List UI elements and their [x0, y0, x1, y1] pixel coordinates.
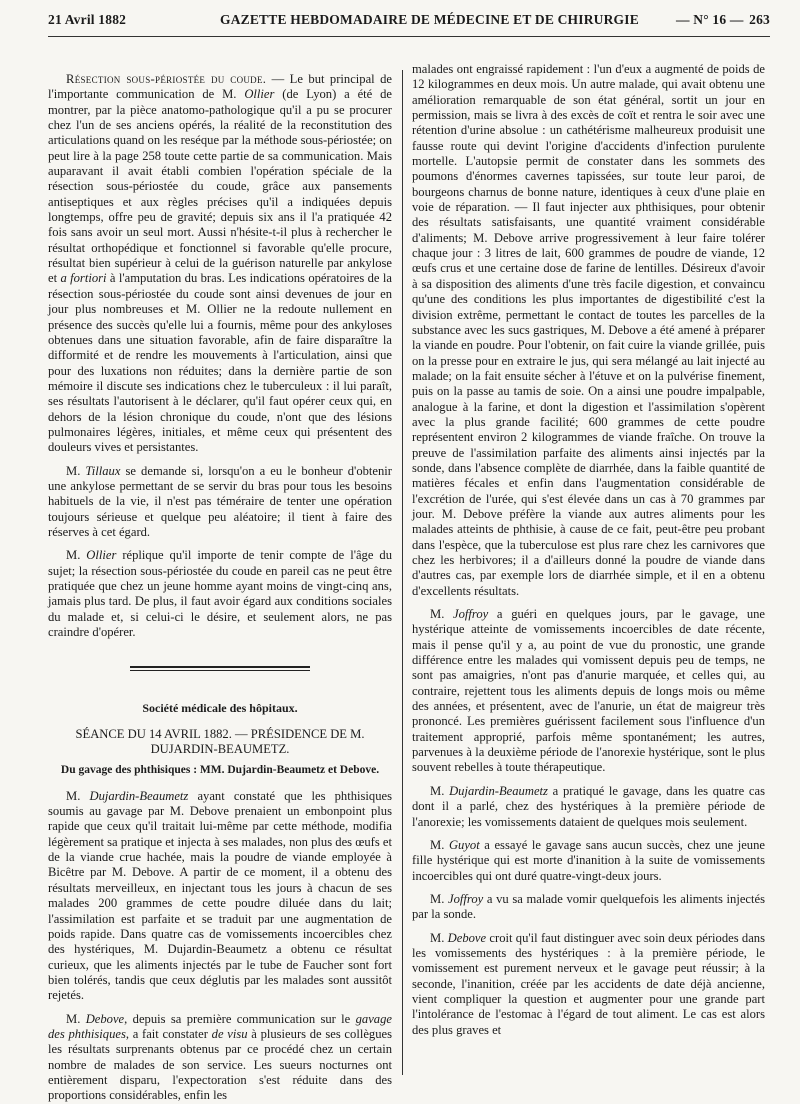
- society-title: Société médicale des hôpitaux.: [142, 701, 298, 716]
- header-rule: [48, 36, 770, 37]
- issue-number: — N° 16 —: [676, 12, 744, 27]
- paragraph-debove: M. Debove, depuis sa première communication sur le gavage des phthisiques, a fait constater de visu à plusieurs de ses collègues les résultats surprenants obtenus par ce procédé chez un certain nombre de malades de son service. Les sueurs nocturnes ont entièrement disparu, l'expectoration s'est réduite dans des proportions considérables, enfin les: [48, 1011, 392, 1103]
- author-name: Dujardin-Beaumetz: [449, 783, 548, 798]
- paragraph-joffroy-2: M. Joffroy a vu sa malade vomir quelquefois les aliments injectés par la sonde.: [412, 891, 765, 922]
- author-name: Debove: [85, 1011, 125, 1026]
- paragraph-resection: Résection sous-périostée du coude. — Le but principal de l'importante communication de M. Ollier (de Lyon) a été de montrer, par la pièce anatomo-pathologique qu'il a pu se procurer chez l'un de ses anciens opérés, la réalité de la reconstitution des articulations quand on les reséque par la méthode sous-périostée; on peut lire à la page 258 toute cette partie de sa communication. Mais auparavant il avait établi combien l'opération spéciale de la résection sous-périostée du coude, grâce aux pansements antiseptiques et aux règles précises qu'il a indiquées depuis longtemps, offre peu de gravité; depuis six ans il l'a pratiquée 42 fois sans avoir un seul mort. Aussi n'hésite-t-il plus à rechercher le résultat orthopédique et fonctionnel si favorable qu'elle procure, résultat bien supérieur à celui de la guérison naturelle par ankylose et a fortiori à l'amputation du bras. Les indications opératoires de la résection sous-périostée du coude sont ainsi devenues de jour en jour plus nombreuses et M. Ollier ne la redoute nullement en présence des succès qu'elle lui a fournis, même pour des ankyloses obtenues dans une situation favorable, afin de faire disparaître la difformité et de rendre les mouvements à l'articulation, ainsi que pour des luxations non réduites; dans la dernière partie de son mémoire il discute ses indications chez le tuberculeux : il lui paraît, ses résultats l'autorisent à le déclarer, qu'il faut opérer ceux qui, en dehors de la lésion chronique du coude, n'ont que des lésions pulmonaires légères, initiales, et même ceux qui présentent des douleurs vives et persistantes.: [48, 72, 393, 455]
- session-subtitle: Du gavage des phthisiques : MM. Dujardin-Beaumetz et Debove.: [60, 764, 380, 777]
- paragraph-continuation: malades ont engraissé rapidement : l'un d'eux a augmenté de poids de 12 kilogrammes en deux mois. Un autre malade, qui avait obtenu une amélioration remarquable de son état général, sortit un jour en permission, mais se livra à des excès de coït et rentra le soir avec une rétention d'urine absolue : un cathétérisme malheureux produisit une fausse route qui devint l'origine d'accidents d'infection purulente mortelle. L'autopsie permit de constater dans les sommets des poumons d'énormes cavernes tapissées, sur toute leur paroi, de bourgeons charnus de bonne nature, identiques à ceux d'une plaie en voie de réparation. — Il faut injecter aux phthisiques, pour obtenir des résultats satisfaisants, une quantité vraiment considérable d'aliments; M. Debove arrive progressivement à leur faire tolérer chaque jour : 3 litres de lait, 600 grammes de poudre de viande, 12 œufs crus et une certaine dose de farine de lentilles. Désireux d'avoir à sa disposition des aliments d'une très facile digestion, et convaincu qu'une des conditions les plus importantes de digestibilité c'est la division extrême, permettant le contact de toutes les parcelles de la substance avec les sucs gastriques, M. Debove a été amené à préparer la viande en poudre. Pour l'obtenir, on fait cuire la viande grillée, puis on la presse pour en extraire le jus, qui sera mélangé au lait injecté au malade; on la fait ensuite sécher à l'étuve et on la pulvérise finement, puis on la passe au tamis de soie. On a ainsi une poudre impalpable, analogue à la farine, et dont la digestion et l'assimilation s'opèrent avec la plus grande facilité; 600 grammes de cette poudre représentent environ 2 kilogrammes de viande fraîche. On trouve la preuve de l'assimilation parfaite des aliments ainsi injectés par la sonde, dans l'absence complète de diarrhée, dans la faible quantité de matières fécales et enfin dans l'augmentation considérable de l'excrétion de l'urée, qui s'est élevée dans un cas à 70 grammes par jour. M. Debove préfère la viande aux autres aliments pour les malades atteints de phthisie, à cause de ce fait, peut-être peu probant dans l'espèce, que la tuberculose est plus rare chez les carnivores que chez les herbivores; il a d'ailleurs donné la poudre de viande dans d'autres cas, par exemple lors de diarrhée simple, et il en a obtenu d'excellents résultats.: [412, 62, 765, 598]
- paragraph-guyot: M. Guyot a essayé le gavage sans aucun succès, chez une jeune fille hystérique qui est morte d'inanition à la suite de vomissements incoercibles qui ont duré quatre-vingt-deux jours.: [412, 837, 765, 883]
- journal-title: GAZETTE HEBDOMADAIRE DE MÉDECINE ET DE CHIRURGIE: [220, 12, 639, 27]
- author-name: Tillaux: [85, 463, 121, 478]
- paragraph-joffroy: M. Joffroy a guéri en quelques jours, par le gavage, une hystérique atteinte de vomissements incoercibles de date récente, mais il pense qu'il y a, au point de vue du pronostic, une grande différence entre les malades qui vomissent depuis peu de temps, ne sont pas amaigries, n'ont pas d'anurie marquée, et celles qui, au contraire, rejettent tous les aliments depuis de longs mois ou même des années, et présentent, avec de l'anurie, un état de maigreur très prononcé. Les premières guérissent facilement sous l'influence d'un traitement approprié, parfois même spontanément; les autres, parvenues à la deuxième période de l'anorexie hystérique, sont le plus souvent rebelles à toute thérapeutique.: [412, 607, 765, 775]
- paragraph-tillaux: M. Tillaux se demande si, lorsqu'on a eu le bonheur d'obtenir une ankylose permettant de se servir du bras pour tous les besoins habituels de la vie, il n'est pas téméraire de tenter une opération toujours sérieuse et quelque peu aléatoire; il tient à faire des réserves à cet égard.: [48, 463, 392, 539]
- author-name: Ollier: [244, 87, 275, 102]
- author-name: Guyot: [448, 837, 480, 852]
- page-number: 263: [749, 12, 770, 27]
- column-divider: [402, 70, 403, 1075]
- author-name: Joffroy: [448, 891, 484, 906]
- paragraph-debove-2: M. Debove croit qu'il faut distinguer avec soin deux périodes dans les vomissements des hystériques : à la première période, le vomissement est purement nerveux et le gavage peut réussir; à la seconde, l'inanition, créée par les accidents de date déjà ancienne, vient compliquer la question et augmenter pour une grande part l'intolérance de l'estomac à l'égard de tout aliment. Le cas est alors des plus graves et: [412, 930, 766, 1037]
- author-name: Dujardin-Beaumetz: [89, 788, 189, 803]
- author-name: Debove: [447, 930, 487, 945]
- right-column: [412, 62, 765, 1038]
- author-name: Joffroy: [453, 607, 489, 622]
- header-date: 21 Avril 1882: [48, 12, 127, 27]
- section-separator: [130, 666, 310, 671]
- seance-heading: SÉANCE DU 14 AVRIL 1882. — PRÉSIDENCE DE M. DUJARDIN-BEAUMETZ.: [75, 726, 365, 757]
- section-title: Résection sous-périostée du coude.: [66, 72, 267, 86]
- paragraph-dujardin-reply: M. Dujardin-Beaumetz a pratiqué le gavage, dans les quatre cas dont il a parlé, chez des hystériques à la première période de l'anorexie; les vomissements dataient de quelques mois seulement.: [412, 783, 765, 829]
- paragraph-dujardin: M. Dujardin-Beaumetz ayant constaté que les phthisiques soumis au gavage par M. Debove prenaient un embonpoint plus rapide que ceux qu'il traitait lui-même par cette méthode, modifia légèrement sa pratique et injecta à ses malades, non plus des œufs et de la viande crue hachée, mais la poudre de viande employée à Bicêtre par M. Debove. A partir de ce moment, il a obtenu des résultats merveilleux, en injectant tous les jours à chacun de ses malades 200 grammes de cette poudre diluée dans du lait; l'assimilation est parfaite et se traduit par une augmentation de poids rapide. Dans quatre cas de vomissements incoercibles chez des hystériques, M. Dujardin-Beaumetz a obtenu ce résultat curieux, que les aliments injectés par le tube de Faucher sont fort bien tolérés, tandis que ceux déglutis par les malades sont aussitôt rejetés.: [48, 788, 392, 1003]
- author-name: Ollier: [86, 548, 117, 563]
- page-header: [48, 12, 770, 34]
- paragraph-ollier-reply: M. Ollier réplique qu'il importe de tenir compte de l'âge du sujet; la résection sous-périostée du coude en pareil cas ne peut être pratiquée que chez un jeune homme ayant moins de vingt-cinq ans, jamais plus tard. De plus, il faut avoir égard aux conditions sociales du malade et, si celui-ci le désire, et seulement alors, ne pas craindre d'opérer.: [48, 548, 392, 640]
- left-column: [48, 72, 392, 1104]
